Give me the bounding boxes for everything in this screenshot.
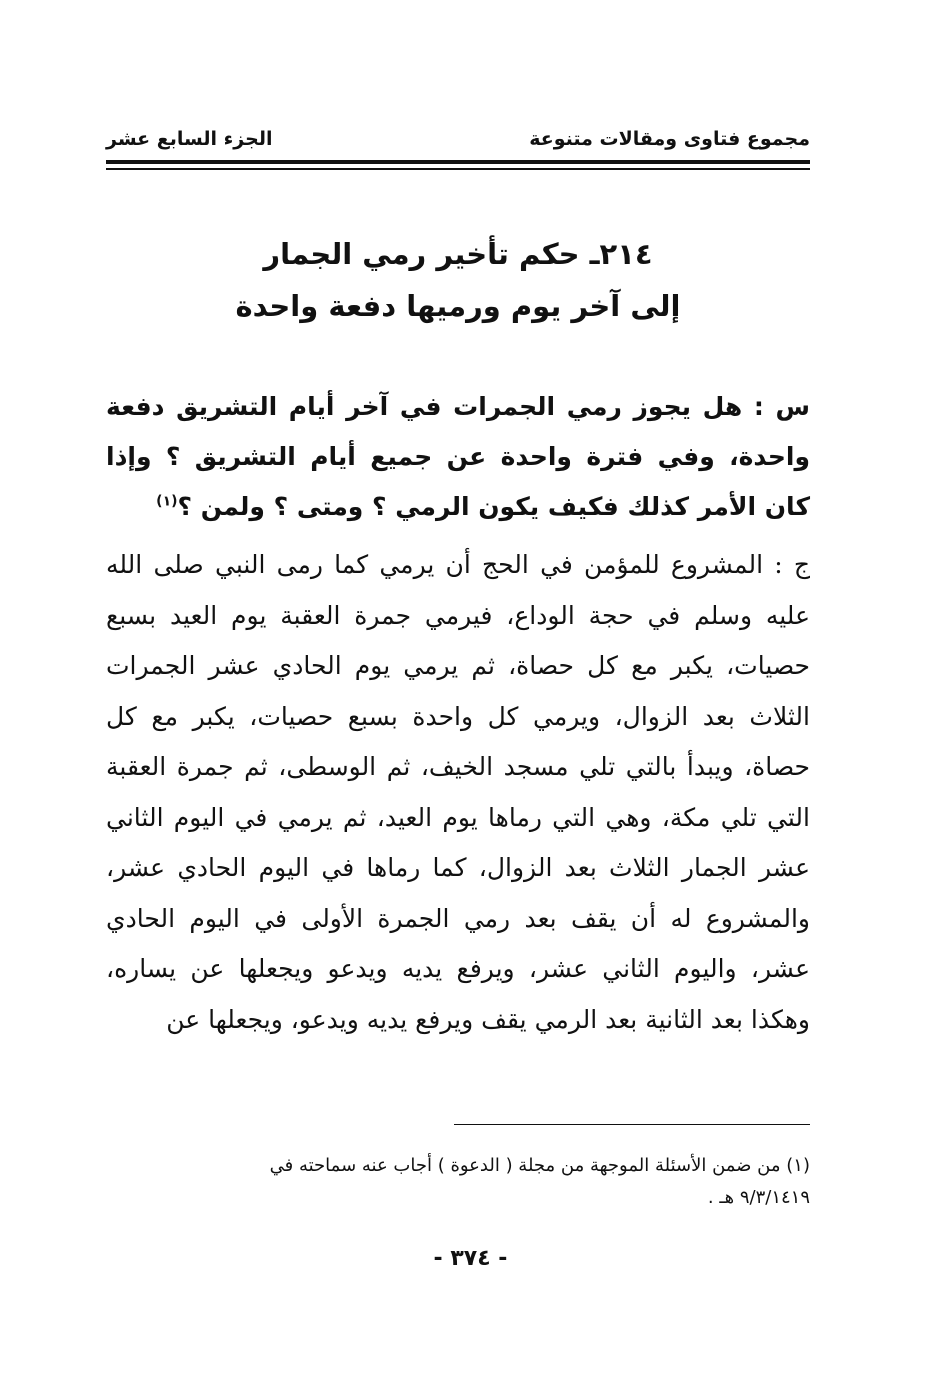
answer-block <box>106 540 810 1045</box>
header-rule-thin <box>106 168 810 170</box>
footnote-marker: (١) <box>156 493 178 510</box>
page-number: - ٣٧٤ - <box>433 1246 508 1271</box>
footnote-line-2: ٩/٣/١٤١٩ هـ . <box>707 1187 810 1208</box>
header-rule-thick <box>106 160 810 164</box>
footnote-number: (١) <box>786 1155 810 1176</box>
fatwa-title <box>106 228 810 332</box>
answer-text: ج : المشروع للمؤمن في الحج أن يرمي كما رمى النبي صلى الله عليه وسلم في حجة الوداع، فيرمي جمرة العقبة يوم العيد بسبع حصيات، يكبر مع كل حصاة، ثم يرمي يوم الحادي عشر الجمرات الثلاث بعد الزوال، ويرمي كل واحدة بسبع حصيات، يكبر مع كل حصاة، ويبدأ بالتي تلي مسجد الخيف، ثم الوسطى، ثم جمرة العقبة التي تلي مكة، وهي التي رماها يوم العيد، ثم يرمي في اليوم الثاني عشر الجمار الثلاث بعد الزوال، كما رماها في اليوم الحادي عشر، والمشروع له أن يقف بعد رمي الجمرة الأولى في اليوم الحادي عشر، واليوم الثاني عشر، ويرفع يديه ويدعو ويجعلها عن يساره، وهكذا بعد الثانية بعد الرمي يقف ويرفع يديه ويدعو، ويجعلها عن <box>106 550 810 1034</box>
running-header <box>106 122 810 156</box>
title-line-1: ٢١٤ـ حكم تأخير رمي الجمار <box>263 237 653 271</box>
header-volume: الجزء السابع عشر <box>106 128 273 150</box>
footnote <box>106 1150 810 1214</box>
header-book-title: مجموع فتاوى ومقالات متنوعة <box>529 128 810 150</box>
question-text: س : هل يجوز رمي الجمرات في آخر أيام التشريق دفعة واحدة، وفي فترة واحدة عن جميع أيام التشريق ؟ وإذا كان الأمر كذلك فكيف يكون الرمي ؟ ومتى ؟ ولمن ؟ <box>106 392 810 521</box>
footnote-line-1: من ضمن الأسئلة الموجهة من مجلة ( الدعوة ) أجاب عنه سماحته في <box>269 1155 781 1176</box>
question-block <box>106 382 810 532</box>
footnote-separator <box>454 1124 810 1125</box>
title-line-2: إلى آخر يوم ورميها دفعة واحدة <box>235 289 681 323</box>
